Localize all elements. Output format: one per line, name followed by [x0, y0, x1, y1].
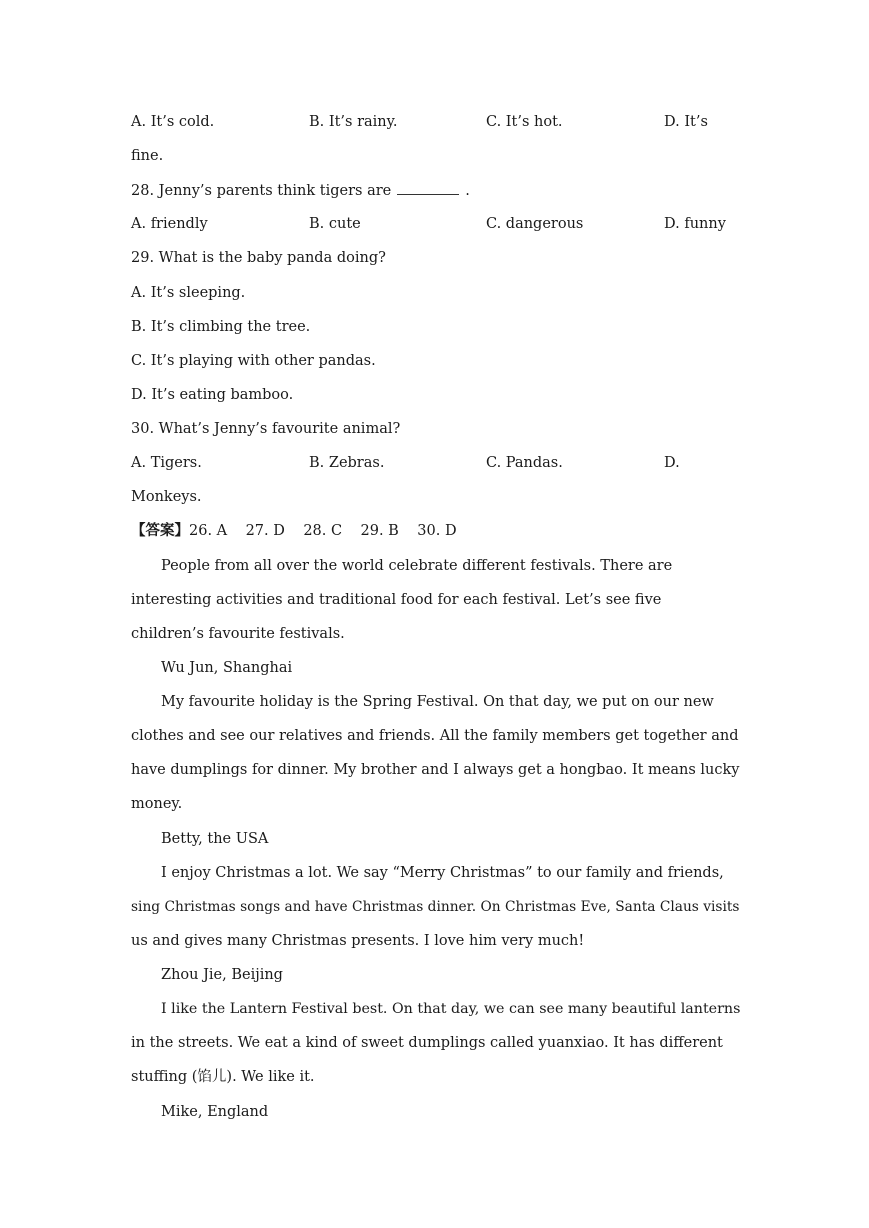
passage-line: clothes and see our relatives and friends. All the family members get together and	[131, 728, 739, 744]
q28-stem-text: 28. Jenny’s parents think tigers are	[131, 183, 392, 199]
q27-option-a: A. It’s cold.	[131, 114, 215, 130]
q27-option-b: B. It’s rainy.	[309, 114, 398, 130]
speaker-heading: Wu Jun, Shanghai	[161, 660, 293, 676]
q28-option-d: D. funny	[664, 216, 726, 232]
q27-option-d-continued: fine.	[131, 148, 164, 164]
answer-item: 30. D	[417, 523, 457, 539]
q28-option-b: B. cute	[309, 216, 361, 232]
answer-key	[131, 521, 457, 541]
passage-line: My favourite holiday is the Spring Festival. On that day, we put on our new	[161, 694, 714, 710]
q28-stem-end: .	[465, 183, 470, 199]
q29-option-c: C. It’s playing with other pandas.	[131, 353, 376, 369]
q30-stem: 30. What’s Jenny’s favourite animal?	[131, 421, 401, 437]
q27-option-c: C. It’s hot.	[486, 114, 563, 130]
q30-option-d-continued: Monkeys.	[131, 489, 202, 505]
speaker-heading: Betty, the USA	[161, 831, 269, 847]
answer-blank	[397, 180, 459, 195]
q28-option-c: C. dangerous	[486, 216, 584, 232]
q27-option-d: D. It’s	[664, 114, 708, 130]
q29-option-a: A. It’s sleeping.	[131, 285, 246, 301]
q30-option-b: B. Zebras.	[309, 455, 385, 471]
passage-line: stuffing (馅儿). We like it.	[131, 1069, 315, 1085]
answer-label: 【答案】	[131, 522, 189, 539]
speaker-heading: Zhou Jie, Beijing	[161, 967, 283, 983]
q29-stem: 29. What is the baby panda doing?	[131, 250, 386, 266]
passage-line: children’s favourite festivals.	[131, 626, 345, 642]
q29-option-b: B. It’s climbing the tree.	[131, 319, 311, 335]
q30-option-c: C. Pandas.	[486, 455, 563, 471]
passage-line: I like the Lantern Festival best. On that day, we can see many beautiful lanterns	[161, 1001, 741, 1017]
q28-stem	[131, 180, 470, 201]
passage-line: interesting activities and traditional food for each festival. Let’s see five	[131, 592, 662, 608]
passage-line: sing Christmas songs and have Christmas dinner. On Christmas Eve, Santa Claus visits	[131, 899, 740, 915]
passage-line: I enjoy Christmas a lot. We say “Merry Christmas” to our family and friends,	[161, 865, 724, 881]
passage-line: have dumplings for dinner. My brother and I always get a hongbao. It means lucky	[131, 762, 740, 778]
answer-item: 28. C	[303, 523, 343, 539]
passage-line: us and gives many Christmas presents. I love him very much!	[131, 933, 585, 949]
q30-option-a: A. Tigers.	[131, 455, 202, 471]
answer-item: 27. D	[245, 523, 285, 539]
answer-item: 26. A	[189, 523, 228, 539]
speaker-heading: Mike, England	[161, 1104, 269, 1120]
passage-line: People from all over the world celebrate different festivals. There are	[161, 558, 673, 574]
q29-option-d: D. It’s eating bamboo.	[131, 387, 294, 403]
answer-item: 29. B	[360, 523, 399, 539]
passage-line: money.	[131, 796, 183, 812]
passage-line: in the streets. We eat a kind of sweet dumplings called yuanxiao. It has different	[131, 1035, 723, 1051]
q30-option-d: D.	[664, 455, 680, 471]
q28-option-a: A. friendly	[131, 216, 208, 232]
